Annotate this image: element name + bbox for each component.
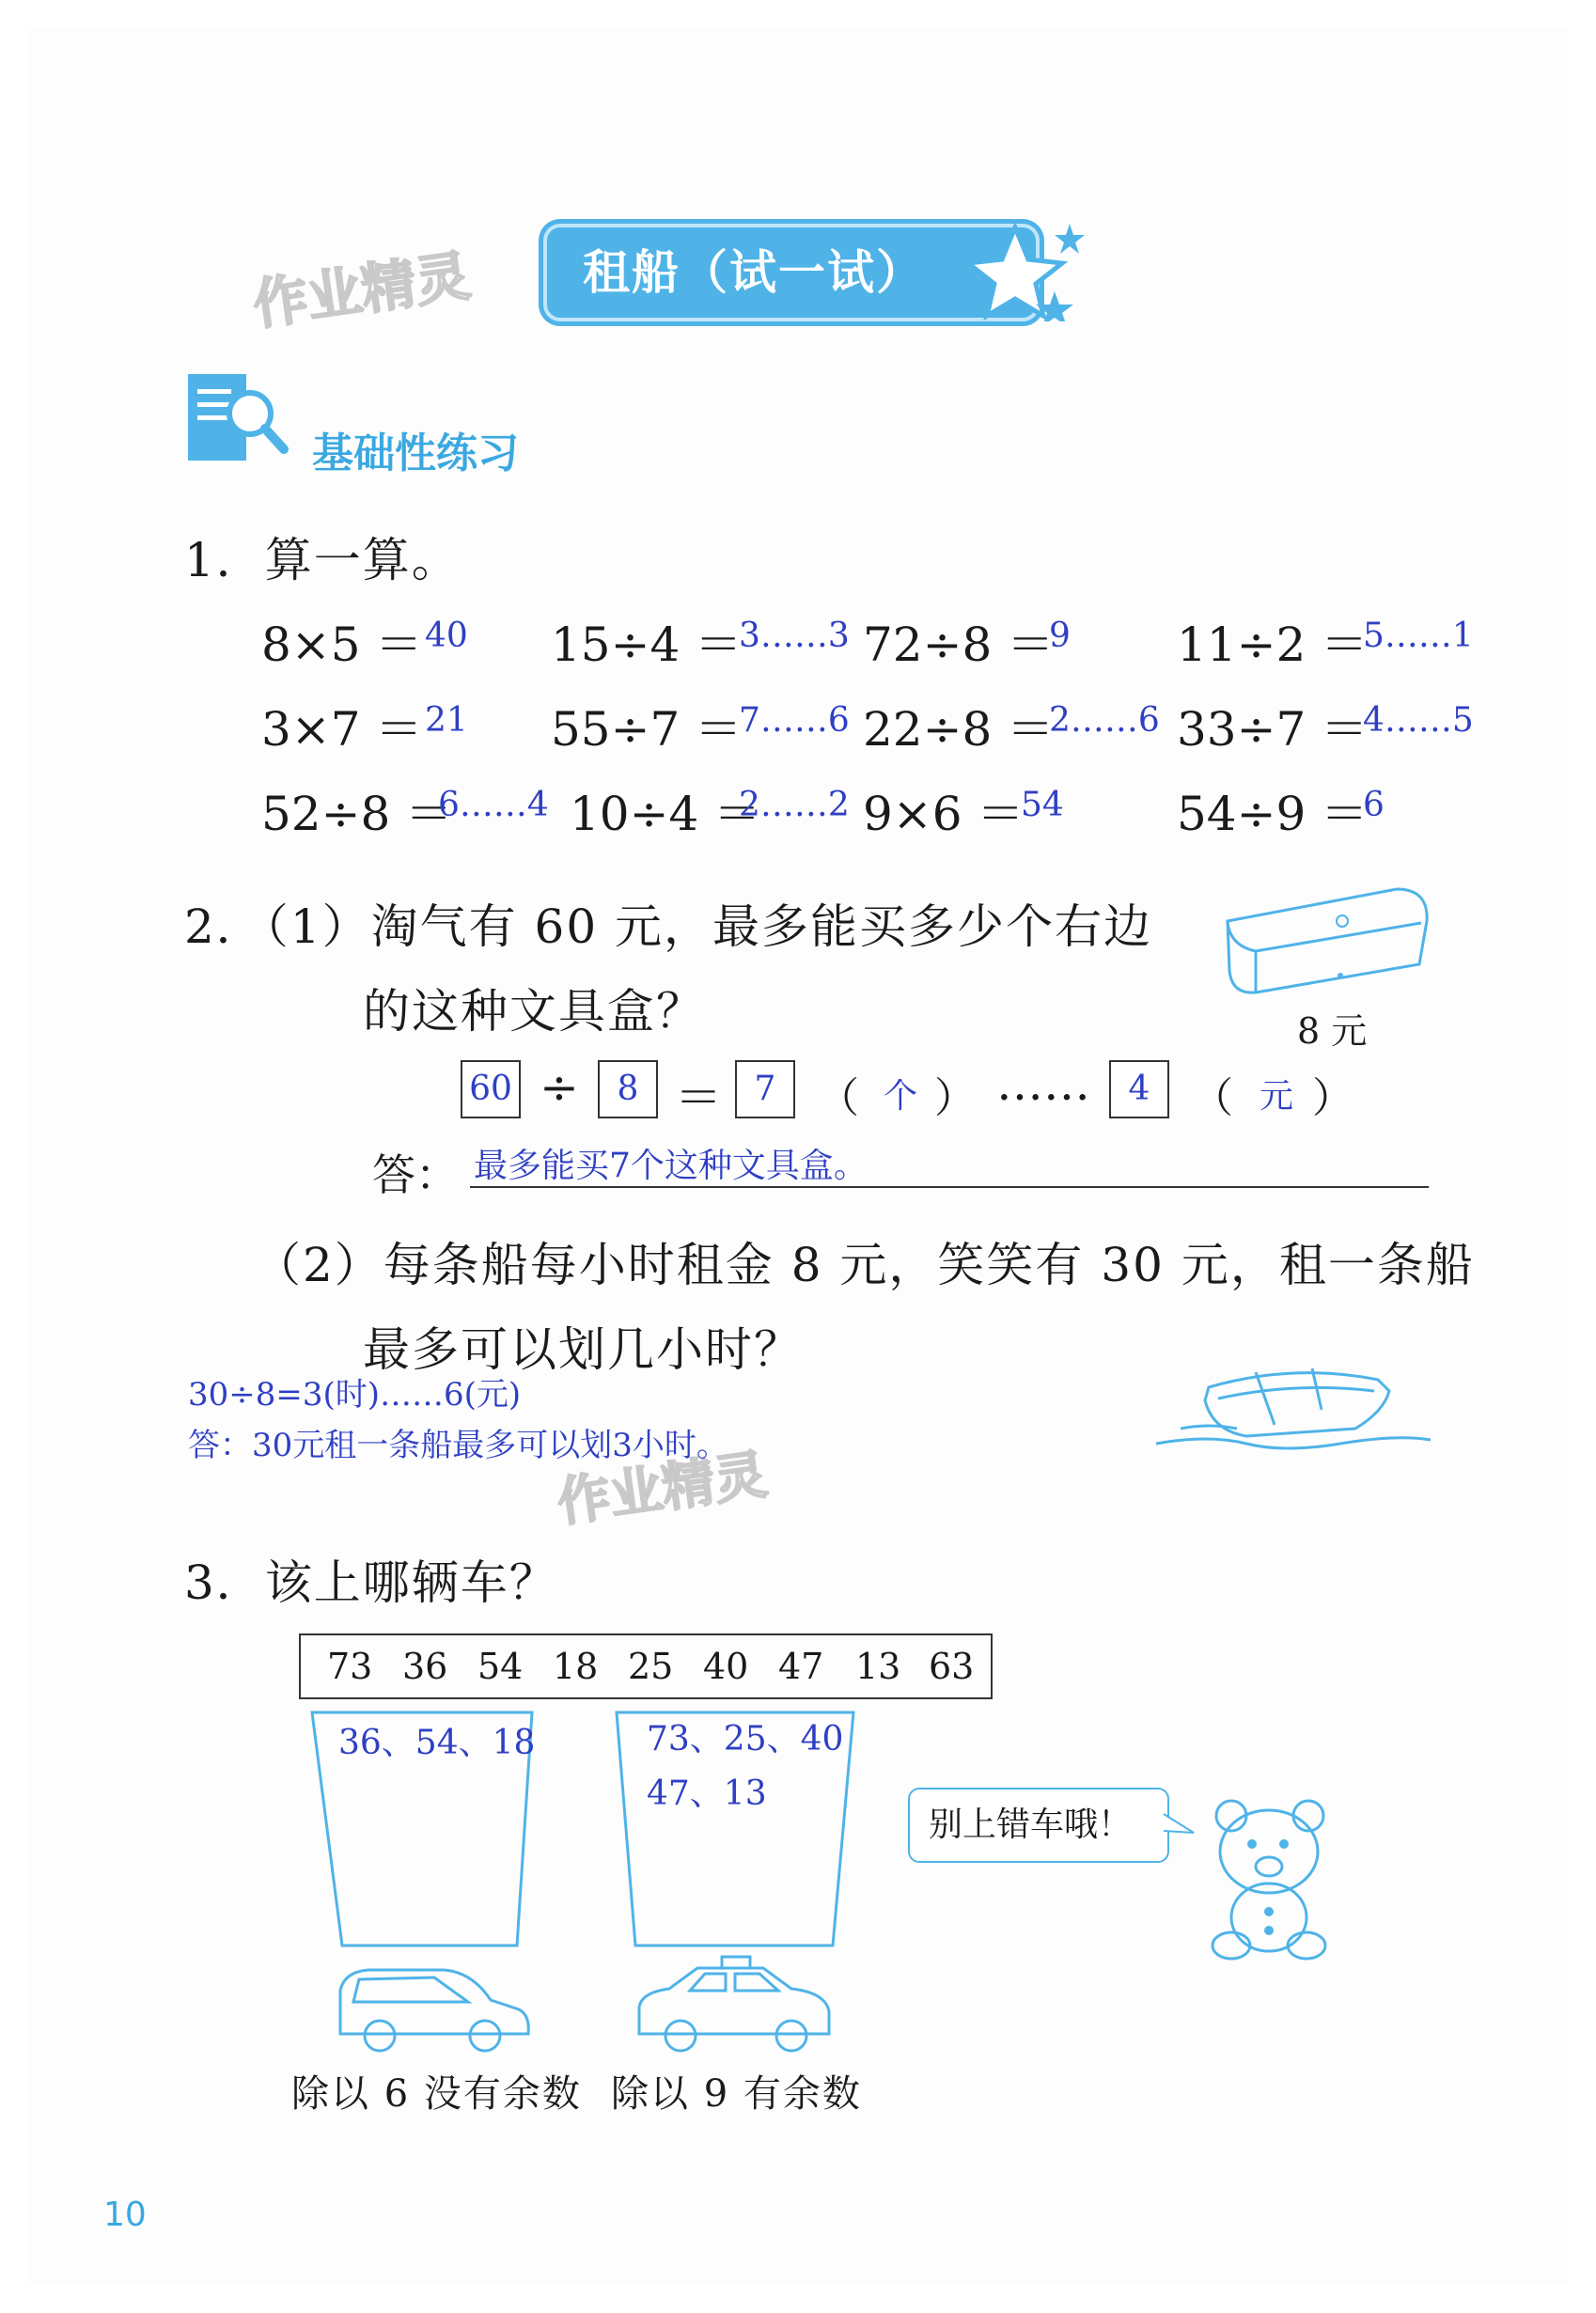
- expression: 55÷7 ＝: [551, 702, 743, 757]
- answer: 21: [425, 701, 468, 740]
- unit-answer: 元: [1260, 1077, 1294, 1116]
- number-cell: 40: [703, 1646, 749, 1687]
- answer-box-remainder[interactable]: 4: [1109, 1060, 1169, 1118]
- speech-tail: [1160, 1805, 1197, 1842]
- answer: 2……6: [1049, 701, 1160, 740]
- answer-box-quotient[interactable]: 7: [735, 1060, 795, 1118]
- number-cell: 25: [628, 1646, 674, 1687]
- work-answer: 答：30元租一条船最多可以划3小时。: [188, 1427, 728, 1464]
- division-sign: ÷: [540, 1060, 579, 1115]
- number-cell: 47: [778, 1646, 824, 1687]
- magnifier-document-icon: [184, 370, 295, 472]
- answer: 7……6: [739, 701, 850, 740]
- question-3-label: 3．该上哪辆车？: [184, 1555, 558, 1610]
- answer: 4……5: [1363, 701, 1474, 740]
- star-icon: [949, 218, 1090, 321]
- equals-sign: ＝: [675, 1071, 722, 1125]
- minivan-icon: [331, 1962, 538, 2056]
- right-paren: ）: [934, 1074, 976, 1122]
- number-cell: 13: [855, 1646, 901, 1687]
- unit-answer: 个: [884, 1077, 918, 1116]
- bucket-2-answer-line1: 73、25、40: [647, 1720, 844, 1758]
- price-label: 8 元: [1297, 1010, 1368, 1052]
- answer: 5……1: [1363, 617, 1474, 655]
- expression: 52÷8 ＝: [261, 787, 453, 841]
- question-2-part2-line1: （2）每条船每小时租金 8 元，笑笑有 30 元，租一条船: [254, 1238, 1475, 1292]
- speech-bubble: [908, 1788, 1169, 1863]
- expression: 54÷9 ＝: [1177, 787, 1369, 841]
- watermark: 作业精灵: [249, 243, 475, 337]
- speech-text: 别上错车哦！: [929, 1805, 1133, 1844]
- taxi-icon: [632, 1955, 838, 2058]
- expression: 22÷8 ＝: [863, 702, 1055, 757]
- work-calculation: 30÷8=3(时)……6(元): [188, 1376, 522, 1414]
- page-title: 租船（试一试）: [583, 245, 925, 300]
- rowboat-icon: [1152, 1353, 1434, 1457]
- answer: 9: [1049, 617, 1071, 655]
- answer: 6: [1363, 786, 1385, 824]
- question-2-part1-line2: 的这种文具盒？: [363, 984, 705, 1039]
- question-2-part1-line1: 2．（1）淘气有 60 元，最多能买多少个右边: [184, 899, 1153, 954]
- pencil-box-icon: [1218, 885, 1434, 998]
- answer: 6……4: [438, 786, 549, 824]
- left-paren: （: [1192, 1074, 1233, 1122]
- answer: 3……3: [739, 617, 850, 655]
- expression: 72÷8 ＝: [863, 617, 1055, 672]
- answer-label: 答：: [372, 1149, 459, 1200]
- answer: 2……2: [739, 786, 850, 824]
- car-2-label: 除以 9 有余数: [611, 2072, 862, 2116]
- number-cell: 54: [477, 1646, 524, 1687]
- left-paren: （: [818, 1074, 859, 1122]
- right-paren: ）: [1312, 1074, 1353, 1122]
- section-title: 基础性练习: [312, 430, 519, 477]
- teddy-bear-icon: [1194, 1795, 1344, 1964]
- car-1-label: 除以 6 没有余数: [291, 2072, 582, 2116]
- question-2-part2-line2: 最多可以划几小时？: [363, 1322, 803, 1377]
- number-cell: 63: [929, 1646, 975, 1687]
- answer: 54: [1021, 786, 1064, 824]
- number-cell: 73: [327, 1646, 373, 1687]
- answer: 40: [425, 617, 468, 655]
- ellipsis: ……: [996, 1056, 1090, 1111]
- expression: 15÷4 ＝: [551, 617, 743, 672]
- page-number: 10: [103, 2196, 147, 2234]
- watermark: 作业精灵: [554, 1444, 772, 1535]
- answer-text[interactable]: 最多能买7个这种文具盒。: [474, 1147, 868, 1185]
- answer-line: [470, 1186, 1429, 1188]
- answer-box-divisor[interactable]: 8: [598, 1060, 658, 1118]
- number-cell: 18: [553, 1646, 599, 1687]
- expression: 10÷4 ＝: [570, 787, 761, 841]
- expression: 33÷7 ＝: [1177, 702, 1369, 757]
- question-1-label: 1．算一算。: [184, 533, 461, 587]
- expression: 9×6 ＝: [863, 787, 1025, 841]
- expression: 11÷2 ＝: [1177, 617, 1369, 672]
- number-row: [299, 1633, 993, 1699]
- answer-box-dividend[interactable]: 60: [461, 1060, 521, 1118]
- number-cell: 36: [402, 1646, 448, 1687]
- bucket-2-answer-line2: 47、13: [647, 1774, 767, 1813]
- expression: 3×7 ＝: [261, 702, 423, 757]
- expression: 8×5 ＝: [261, 617, 423, 672]
- bucket-1-answer: 36、54、18: [338, 1724, 536, 1762]
